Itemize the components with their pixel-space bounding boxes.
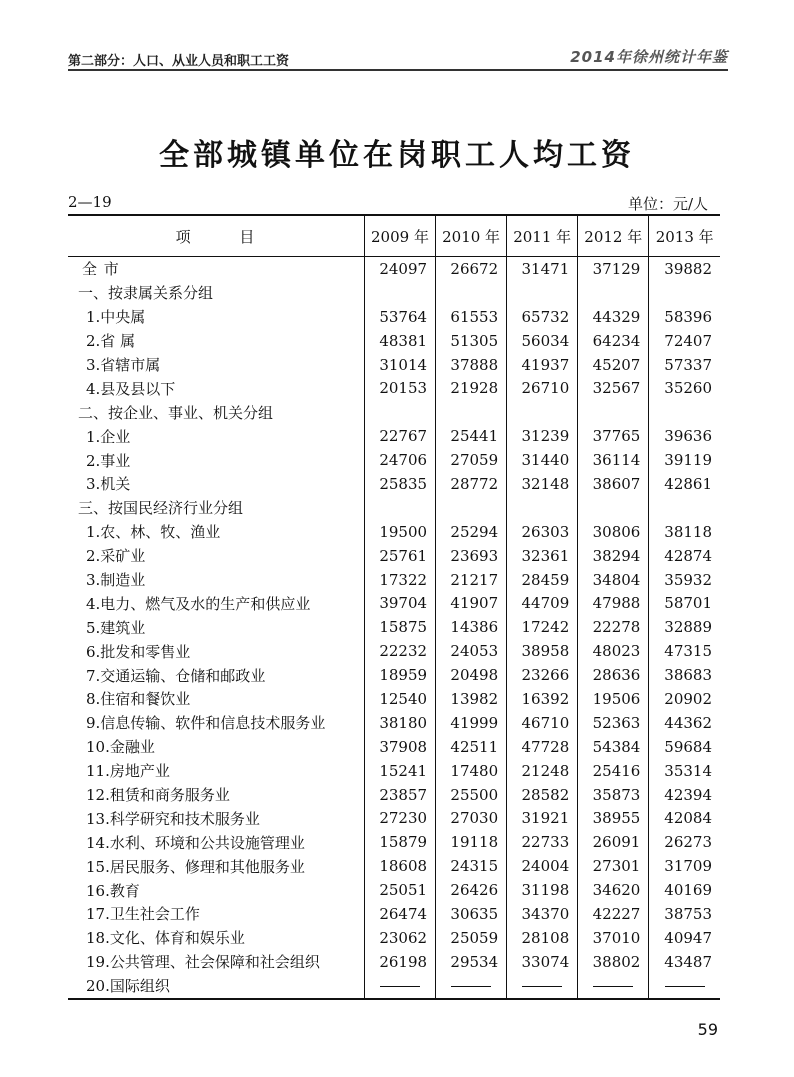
row-label: 2.事业 bbox=[86, 451, 131, 470]
table-number: 2—19 bbox=[68, 193, 112, 211]
table-row bbox=[68, 400, 720, 424]
wage-cell: 41937 bbox=[507, 353, 578, 377]
wage-cell: 47988 bbox=[578, 591, 649, 615]
table-row bbox=[68, 305, 720, 329]
wage-cell: 38955 bbox=[578, 806, 649, 830]
wage-cell: 28772 bbox=[436, 472, 507, 496]
wage-cell: 31921 bbox=[507, 806, 578, 830]
wage-cell bbox=[364, 974, 435, 999]
wage-cell: 35873 bbox=[578, 783, 649, 807]
year-column-header: 2009 年 bbox=[364, 215, 435, 257]
page-header bbox=[68, 44, 728, 72]
wage-cell: 19118 bbox=[436, 830, 507, 854]
wage-cell: 47315 bbox=[649, 639, 720, 663]
table-header-row bbox=[68, 215, 720, 257]
wage-cell: 35314 bbox=[649, 759, 720, 783]
wage-cell: 19500 bbox=[364, 520, 435, 544]
wage-cell bbox=[649, 281, 720, 305]
no-data-dash bbox=[593, 986, 633, 987]
table-row bbox=[68, 520, 720, 544]
row-label: 3.制造业 bbox=[86, 571, 146, 590]
row-label: 1.企业 bbox=[86, 427, 131, 446]
wage-cell: 31239 bbox=[507, 424, 578, 448]
wage-cell bbox=[364, 281, 435, 305]
wage-cell bbox=[364, 496, 435, 520]
table-row bbox=[68, 854, 720, 878]
wage-cell bbox=[507, 496, 578, 520]
wage-cell: 26710 bbox=[507, 376, 578, 400]
row-label: 11.房地产业 bbox=[86, 762, 170, 781]
row-label: 5.建筑业 bbox=[86, 618, 146, 637]
wage-cell: 42861 bbox=[649, 472, 720, 496]
table-row bbox=[68, 424, 720, 448]
row-label: 7.交通运输、仓储和邮政业 bbox=[86, 666, 266, 685]
wage-cell bbox=[649, 400, 720, 424]
wage-cell: 42084 bbox=[649, 806, 720, 830]
wage-cell: 43487 bbox=[649, 950, 720, 974]
wage-cell: 25500 bbox=[436, 783, 507, 807]
table-row bbox=[68, 950, 720, 974]
wage-cell: 72407 bbox=[649, 329, 720, 353]
row-label: 16.教育 bbox=[86, 881, 140, 900]
wage-cell: 21217 bbox=[436, 568, 507, 592]
yearbook-title: 2014年徐州统计年鉴 bbox=[570, 48, 728, 66]
wage-cell: 58701 bbox=[649, 591, 720, 615]
table-body bbox=[68, 257, 720, 999]
wage-cell: 23857 bbox=[364, 783, 435, 807]
row-label: 2.省 属 bbox=[86, 332, 136, 351]
wage-cell: 35932 bbox=[649, 568, 720, 592]
wage-cell: 17480 bbox=[436, 759, 507, 783]
table-row bbox=[68, 353, 720, 377]
row-label: 1.农、林、牧、渔业 bbox=[86, 523, 221, 542]
wage-cell: 44362 bbox=[649, 711, 720, 735]
wage-cell: 42227 bbox=[578, 902, 649, 926]
row-label: 14.水利、环境和公共设施管理业 bbox=[86, 833, 305, 852]
wage-cell: 17322 bbox=[364, 568, 435, 592]
wage-cell bbox=[578, 400, 649, 424]
wage-cell: 26474 bbox=[364, 902, 435, 926]
wage-cell: 32889 bbox=[649, 615, 720, 639]
wage-cell: 31198 bbox=[507, 878, 578, 902]
wage-cell: 25835 bbox=[364, 472, 435, 496]
wage-cell bbox=[578, 496, 649, 520]
wage-cell: 36114 bbox=[578, 448, 649, 472]
wage-cell: 47728 bbox=[507, 735, 578, 759]
row-label: 1.中央属 bbox=[86, 308, 146, 327]
wage-cell: 31440 bbox=[507, 448, 578, 472]
wage-cell: 38958 bbox=[507, 639, 578, 663]
wage-cell bbox=[507, 400, 578, 424]
no-data-dash bbox=[380, 986, 420, 987]
wage-cell: 26303 bbox=[507, 520, 578, 544]
table-row bbox=[68, 376, 720, 400]
page-title: 全部城镇单位在岗职工人均工资 bbox=[159, 138, 635, 173]
row-label: 20.国际组织 bbox=[68, 974, 364, 999]
wage-cell: 27230 bbox=[364, 806, 435, 830]
no-data-dash bbox=[451, 986, 491, 987]
year-column-header: 2010 年 bbox=[436, 215, 507, 257]
wage-cell bbox=[649, 974, 720, 999]
wage-cell: 40169 bbox=[649, 878, 720, 902]
wage-cell: 22232 bbox=[364, 639, 435, 663]
wage-cell bbox=[507, 281, 578, 305]
row-label: 二、按企业、事业、机关分组 bbox=[78, 403, 274, 422]
wage-cell: 34804 bbox=[578, 568, 649, 592]
wage-cell: 31471 bbox=[507, 257, 578, 281]
wage-cell: 59684 bbox=[649, 735, 720, 759]
wage-cell bbox=[436, 281, 507, 305]
wage-cell: 27301 bbox=[578, 854, 649, 878]
wage-cell: 57337 bbox=[649, 353, 720, 377]
wage-cell: 26426 bbox=[436, 878, 507, 902]
wage-cell: 32148 bbox=[507, 472, 578, 496]
wage-cell: 40947 bbox=[649, 926, 720, 950]
wage-cell bbox=[578, 974, 649, 999]
wage-cell: 39704 bbox=[364, 591, 435, 615]
wage-cell: 54384 bbox=[578, 735, 649, 759]
table-meta bbox=[68, 193, 720, 213]
table-row bbox=[68, 448, 720, 472]
row-label: 18.文化、体育和娱乐业 bbox=[86, 929, 245, 948]
row-label: 3.机关 bbox=[86, 475, 131, 494]
table-row bbox=[68, 830, 720, 854]
wage-cell: 45207 bbox=[578, 353, 649, 377]
table-row bbox=[68, 663, 720, 687]
table-row bbox=[68, 783, 720, 807]
table-row bbox=[68, 735, 720, 759]
section-title: 第二部分：人口、从业人员和职工工资 bbox=[68, 54, 290, 69]
wage-cell: 25294 bbox=[436, 520, 507, 544]
wage-cell: 53764 bbox=[364, 305, 435, 329]
table-row bbox=[68, 639, 720, 663]
wage-cell: 21928 bbox=[436, 376, 507, 400]
wage-cell: 14386 bbox=[436, 615, 507, 639]
wage-cell: 28459 bbox=[507, 568, 578, 592]
wage-cell: 26198 bbox=[364, 950, 435, 974]
table-row bbox=[68, 759, 720, 783]
row-label: 17.卫生社会工作 bbox=[86, 905, 200, 924]
wage-cell: 18959 bbox=[364, 663, 435, 687]
wage-cell: 30806 bbox=[578, 520, 649, 544]
table-row bbox=[68, 974, 720, 999]
row-label: 13.科学研究和技术服务业 bbox=[86, 809, 260, 828]
wage-cell: 20902 bbox=[649, 687, 720, 711]
wage-cell: 22767 bbox=[364, 424, 435, 448]
wage-cell: 28108 bbox=[507, 926, 578, 950]
wage-cell: 18608 bbox=[364, 854, 435, 878]
wage-cell: 46710 bbox=[507, 711, 578, 735]
wage-cell: 56034 bbox=[507, 329, 578, 353]
wage-cell: 39636 bbox=[649, 424, 720, 448]
wage-cell: 42874 bbox=[649, 544, 720, 568]
wage-cell: 24053 bbox=[436, 639, 507, 663]
row-label: 3.省辖市属 bbox=[86, 356, 161, 374]
unit-label: 单位：元/人 bbox=[627, 195, 708, 213]
wage-cell: 27030 bbox=[436, 806, 507, 830]
row-label: 10.金融业 bbox=[86, 738, 155, 757]
wage-cell: 48381 bbox=[364, 329, 435, 353]
wage-cell: 38180 bbox=[364, 711, 435, 735]
wage-cell: 24315 bbox=[436, 854, 507, 878]
wage-cell: 16392 bbox=[507, 687, 578, 711]
wage-cell bbox=[436, 974, 507, 999]
wage-cell: 25051 bbox=[364, 878, 435, 902]
row-label: 8.住宿和餐饮业 bbox=[86, 690, 191, 709]
wage-cell: 22733 bbox=[507, 830, 578, 854]
header-rule bbox=[68, 69, 728, 71]
wage-cell: 25761 bbox=[364, 544, 435, 568]
wage-cell: 15879 bbox=[364, 830, 435, 854]
row-label: 全 市 bbox=[82, 260, 120, 279]
wage-cell: 23266 bbox=[507, 663, 578, 687]
table-row bbox=[68, 902, 720, 926]
wage-cell: 17242 bbox=[507, 615, 578, 639]
table-row bbox=[68, 711, 720, 735]
year-column-header: 2012 年 bbox=[578, 215, 649, 257]
wage-cell: 41999 bbox=[436, 711, 507, 735]
wage-cell: 44329 bbox=[578, 305, 649, 329]
wage-cell: 37888 bbox=[436, 353, 507, 377]
wage-cell: 37765 bbox=[578, 424, 649, 448]
wage-cell: 65732 bbox=[507, 305, 578, 329]
wage-cell bbox=[649, 496, 720, 520]
row-label: 9.信息传输、软件和信息技术服务业 bbox=[86, 714, 326, 733]
table-row bbox=[68, 591, 720, 615]
wage-cell: 32361 bbox=[507, 544, 578, 568]
wage-cell: 26672 bbox=[436, 257, 507, 281]
wage-cell: 52363 bbox=[578, 711, 649, 735]
wage-cell: 28582 bbox=[507, 783, 578, 807]
wage-cell: 39119 bbox=[649, 448, 720, 472]
wage-cell: 20153 bbox=[364, 376, 435, 400]
wage-cell: 64234 bbox=[578, 329, 649, 353]
wage-cell: 38118 bbox=[649, 520, 720, 544]
wage-cell bbox=[436, 400, 507, 424]
wage-cell: 58396 bbox=[649, 305, 720, 329]
wage-cell: 38607 bbox=[578, 472, 649, 496]
wage-cell: 37908 bbox=[364, 735, 435, 759]
wage-cell: 15241 bbox=[364, 759, 435, 783]
wage-cell: 34620 bbox=[578, 878, 649, 902]
table-row bbox=[68, 281, 720, 305]
wage-cell: 41907 bbox=[436, 591, 507, 615]
wage-cell: 19506 bbox=[578, 687, 649, 711]
wage-cell: 34370 bbox=[507, 902, 578, 926]
row-label: 三、按国民经济行业分组 bbox=[78, 499, 244, 518]
row-label: 6.批发和零售业 bbox=[86, 642, 191, 661]
wage-cell: 42511 bbox=[436, 735, 507, 759]
table-row bbox=[68, 926, 720, 950]
wage-cell: 25416 bbox=[578, 759, 649, 783]
row-label: 2.采矿业 bbox=[86, 547, 146, 566]
wage-cell: 39882 bbox=[649, 257, 720, 281]
wage-cell: 24004 bbox=[507, 854, 578, 878]
row-label: 4.县及县以下 bbox=[86, 379, 176, 398]
wage-cell: 51305 bbox=[436, 329, 507, 353]
wage-cell: 30635 bbox=[436, 902, 507, 926]
wage-cell: 35260 bbox=[649, 376, 720, 400]
table-row bbox=[68, 878, 720, 902]
wage-cell: 26273 bbox=[649, 830, 720, 854]
wage-cell: 61553 bbox=[436, 305, 507, 329]
item-column-header: 项 目 bbox=[68, 215, 364, 257]
table-row bbox=[68, 544, 720, 568]
wage-cell bbox=[364, 400, 435, 424]
wage-cell: 22278 bbox=[578, 615, 649, 639]
wage-cell: 23693 bbox=[436, 544, 507, 568]
row-label: 4.电力、燃气及水的生产和供应业 bbox=[86, 594, 311, 613]
wage-cell: 38294 bbox=[578, 544, 649, 568]
table-row bbox=[68, 257, 720, 281]
row-label: 一、按隶属关系分组 bbox=[78, 284, 214, 303]
wage-cell: 15875 bbox=[364, 615, 435, 639]
no-data-dash bbox=[665, 986, 705, 987]
wage-cell: 32567 bbox=[578, 376, 649, 400]
wage-cell: 12540 bbox=[364, 687, 435, 711]
wage-cell: 33074 bbox=[507, 950, 578, 974]
wage-cell: 26091 bbox=[578, 830, 649, 854]
table-row bbox=[68, 687, 720, 711]
wage-cell: 24097 bbox=[364, 257, 435, 281]
wage-cell: 13982 bbox=[436, 687, 507, 711]
wage-cell bbox=[507, 974, 578, 999]
row-label: 15.居民服务、修理和其他服务业 bbox=[86, 857, 305, 876]
page-number: 59 bbox=[697, 1020, 718, 1039]
row-label: 19.公共管理、社会保障和社会组织 bbox=[86, 953, 320, 972]
wage-cell bbox=[578, 281, 649, 305]
wage-cell: 37010 bbox=[578, 926, 649, 950]
year-column-header: 2013 年 bbox=[649, 215, 720, 257]
wage-cell: 44709 bbox=[507, 591, 578, 615]
table-row bbox=[68, 568, 720, 592]
wage-cell: 20498 bbox=[436, 663, 507, 687]
table-row bbox=[68, 329, 720, 353]
wage-cell: 29534 bbox=[436, 950, 507, 974]
no-data-dash bbox=[522, 986, 562, 987]
wage-cell: 21248 bbox=[507, 759, 578, 783]
wage-cell: 31709 bbox=[649, 854, 720, 878]
wage-cell: 38802 bbox=[578, 950, 649, 974]
wage-cell: 31014 bbox=[364, 353, 435, 377]
wage-cell: 42394 bbox=[649, 783, 720, 807]
table-row bbox=[68, 806, 720, 830]
wage-cell: 37129 bbox=[578, 257, 649, 281]
wage-cell: 28636 bbox=[578, 663, 649, 687]
wage-cell bbox=[436, 496, 507, 520]
wage-cell: 24706 bbox=[364, 448, 435, 472]
table-row bbox=[68, 472, 720, 496]
wage-cell: 23062 bbox=[364, 926, 435, 950]
wage-cell: 25441 bbox=[436, 424, 507, 448]
wage-table bbox=[68, 214, 720, 1000]
table-row bbox=[68, 615, 720, 639]
wage-cell: 38753 bbox=[649, 902, 720, 926]
wage-cell: 38683 bbox=[649, 663, 720, 687]
year-column-header: 2011 年 bbox=[507, 215, 578, 257]
row-label: 12.租赁和商务服务业 bbox=[86, 786, 230, 805]
table-row bbox=[68, 496, 720, 520]
wage-cell: 27059 bbox=[436, 448, 507, 472]
wage-cell: 25059 bbox=[436, 926, 507, 950]
wage-cell: 48023 bbox=[578, 639, 649, 663]
